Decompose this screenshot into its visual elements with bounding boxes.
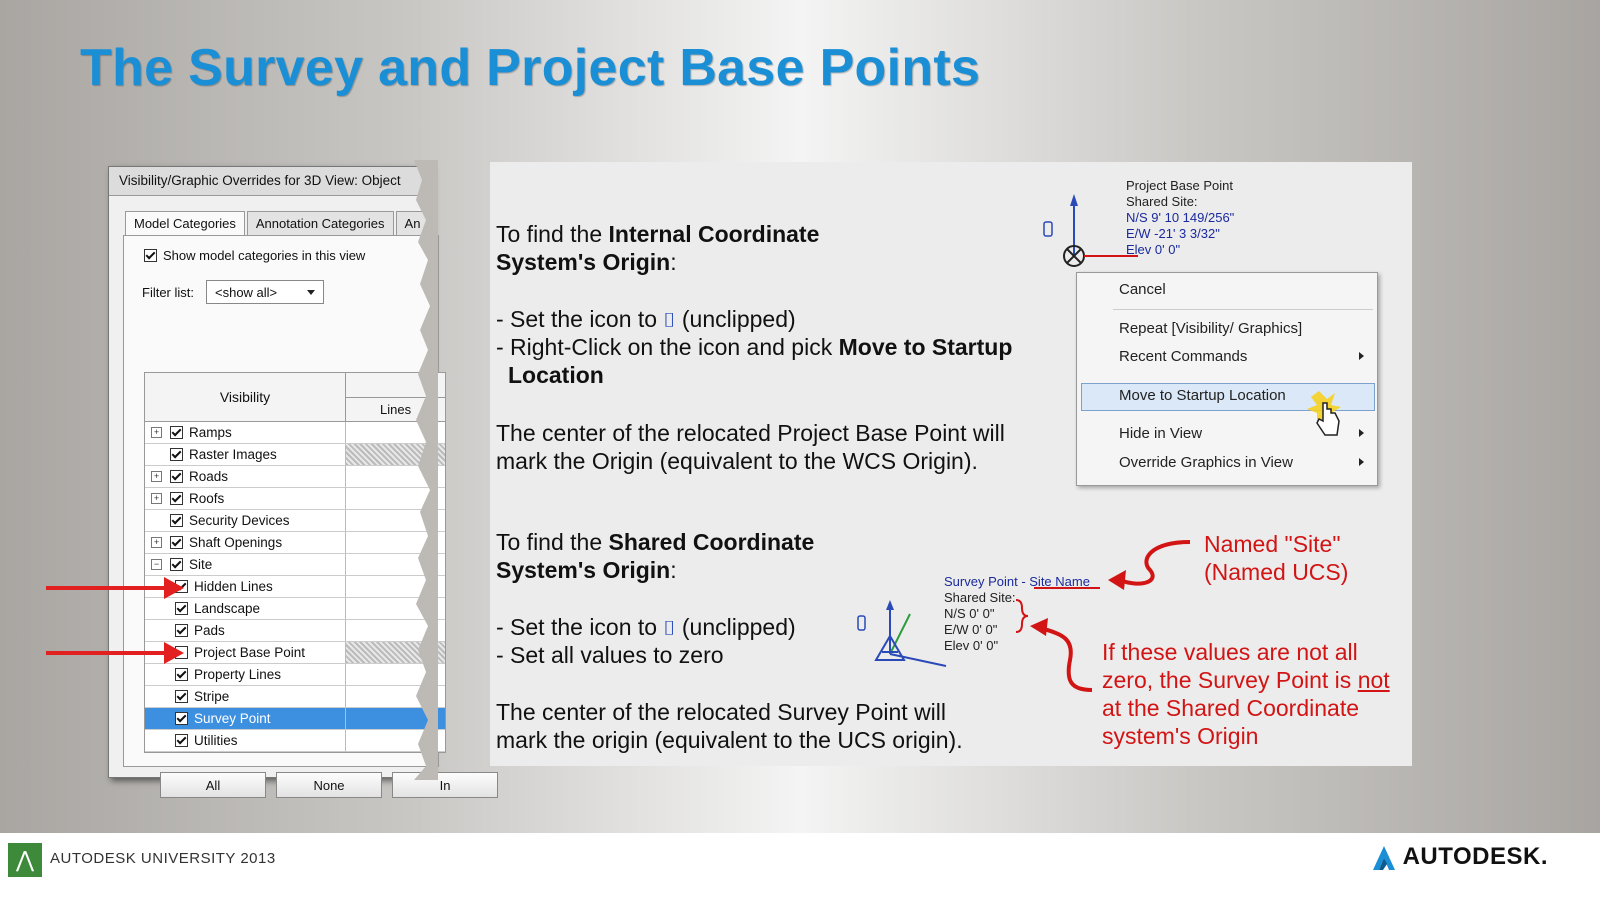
callout-named-site: Named "Site" [1204,531,1341,557]
menu-item-cancel[interactable]: Cancel [1119,281,1166,298]
menu-item-hide-in-view[interactable]: Hide in View [1119,425,1202,442]
submenu-arrow-icon [1359,458,1364,466]
category-label: Security Devices [189,513,290,528]
invert-button[interactable]: In [392,772,498,798]
table-row[interactable] [145,642,445,664]
table-row[interactable] [145,466,445,488]
clip-icon: ⌷ [663,310,676,332]
category-checkbox[interactable] [175,602,188,615]
internal-note1: The center of the relocated Project Base Point will [496,420,1005,446]
category-checkbox[interactable] [175,668,188,681]
table-row[interactable] [145,554,445,576]
shared-heading-line1: To find the Shared Coordinate [496,529,815,555]
internal-step1: - Set the icon to ⌷ (unclipped) [496,306,796,332]
red-arrow-survey-point [46,651,166,655]
internal-step2: - Right-Click on the icon and pick Move to Startup [496,334,1013,360]
category-checkbox[interactable] [175,690,188,703]
table-row[interactable] [145,488,445,510]
shared-heading-line2: System's Origin: [496,557,677,583]
tab-analytical[interactable]: An [396,211,430,235]
context-menu-screenshot [1038,172,1398,492]
dialog-title: Visibility/Graphic Overrides for 3D View: Object [109,167,429,196]
visibility-cell [145,664,346,685]
shared-step1: - Set the icon to ⌷ (unclipped) [496,614,796,640]
category-checkbox[interactable] [170,448,183,461]
all-button[interactable]: All [160,772,266,798]
context-menu [1076,272,1378,486]
category-label: Raster Images [189,447,277,462]
au-footer-text: AUTODESK UNIVERSITY 2013 [50,850,276,867]
menu-item-recent-commands[interactable]: Recent Commands [1119,348,1247,365]
tab-annotation-categories[interactable]: Annotation Categories [247,211,394,235]
table-row[interactable] [145,664,445,686]
menu-separator [1113,309,1373,310]
visibility-cell [145,422,346,443]
visibility-cell [145,730,346,751]
expand-icon[interactable]: + [151,493,162,504]
expand-icon[interactable]: + [151,537,162,548]
none-button[interactable]: None [276,772,382,798]
expand-icon[interactable]: + [151,427,162,438]
filter-select[interactable] [206,280,324,304]
visibility-cell [145,510,346,531]
table-row[interactable] [145,532,445,554]
submenu-arrow-icon [1359,352,1364,360]
visibility-cell [145,708,346,729]
category-label: Landscape [194,601,261,616]
category-checkbox[interactable] [170,536,183,549]
autodesk-a-icon [1371,844,1397,870]
internal-heading-line1: To find the Internal Coordinate [496,221,820,247]
category-checkbox[interactable] [170,470,183,483]
category-label: Roads [189,469,229,484]
grid-header [145,373,445,422]
pbp-properties: Project Base Point Shared Site: N/S 9' 10 149/256" E/W -21' 3 3/32" Elev 0' 0" [1126,178,1235,257]
submenu-arrow-icon [1359,429,1364,437]
category-checkbox[interactable] [170,514,183,527]
categories-grid [144,372,446,753]
visibility-cell [145,598,346,619]
category-label: Project Base Point [194,645,306,660]
filter-row [142,280,324,304]
table-row[interactable] [145,708,445,730]
visibility-cell [145,488,346,509]
column-visibility[interactable]: Visibility [145,373,346,421]
expand-icon[interactable]: + [151,471,162,482]
category-label: Pads [194,623,225,638]
show-categories-checkbox[interactable] [144,249,157,262]
au-logo-icon: ⋀ [8,843,42,877]
menu-item-repeat[interactable]: Repeat [Visibility/ Graphics] [1119,320,1303,337]
callout-warning-line4: system's Origin [1102,723,1259,749]
table-row[interactable] [145,510,445,532]
category-checkbox[interactable] [175,734,188,747]
survey-properties: Survey Point - Site Name Shared Site: N/S 0' 0" E/W 0' 0" Elev 0' 0" [944,574,1090,653]
category-checkbox[interactable] [175,624,188,637]
table-row[interactable] [145,730,445,752]
hand-cursor-icon [1305,389,1345,439]
category-checkbox[interactable] [170,426,183,439]
category-checkbox[interactable] [175,712,188,725]
internal-step2-cont: Location [508,362,604,388]
callout-warning-line2: zero, the Survey Point is not [1102,667,1390,693]
callout-warning-line1: If these values are not all [1102,639,1358,665]
visibility-cell [145,444,346,465]
filter-value: <show all> [215,284,278,300]
column-lines[interactable]: Lines [380,402,412,417]
internal-heading-line2: System's Origin: [496,249,677,275]
tab-panel [123,235,451,793]
show-categories-row[interactable] [144,248,365,263]
visibility-cell [145,532,346,553]
visibility-cell [145,466,346,487]
internal-note2: mark the Origin (equivalent to the WCS Origin). [496,448,978,474]
dialog-buttons [160,772,508,798]
slide-title: The Survey and Project Base Points [80,39,981,97]
shared-note1: The center of the relocated Survey Point will [496,699,947,725]
visibility-cell [145,620,346,641]
chevron-down-icon [307,290,315,295]
shared-note2: mark the origin (equivalent to the UCS origin). [496,727,963,753]
instruction-panel [490,162,1412,766]
table-row[interactable] [145,620,445,642]
table-row[interactable] [145,576,445,598]
category-checkbox[interactable] [170,492,183,505]
show-categories-label: Show model categories in this view [163,248,366,263]
category-label: Site [189,557,213,572]
menu-item-override-graphics[interactable]: Override Graphics in View [1119,454,1293,471]
callout-named-ucs: (Named UCS) [1204,559,1349,585]
table-row[interactable] [145,444,445,466]
category-label: Roofs [189,491,225,506]
slide-footer [0,833,1600,900]
tab-model-categories[interactable]: Model Categories [125,211,245,235]
autodesk-wordmark: AUTODESK. [1402,843,1548,870]
grid-rows [145,422,445,752]
category-label: Shaft Openings [189,535,283,550]
category-label: Hidden Lines [194,579,273,594]
filter-label: Filter list: [142,284,194,300]
expand-icon[interactable]: − [151,559,162,570]
visibility-graphics-dialog [108,166,451,793]
category-label: Stripe [194,689,230,704]
category-label: Ramps [189,425,232,440]
table-row[interactable] [145,598,445,620]
table-row[interactable] [145,686,445,708]
survey-point-icon [854,596,954,676]
red-arrow-project-base-point [46,586,166,590]
torn-edge [414,160,438,780]
clip-icon: ⌷ [663,618,676,640]
category-label: Utilities [194,733,238,748]
category-label: Survey Point [194,711,271,726]
category-label: Property Lines [194,667,282,682]
autodesk-logo [1371,843,1548,871]
category-checkbox[interactable] [170,558,183,571]
table-row[interactable] [145,422,445,444]
visibility-cell [145,686,346,707]
dialog-tabs [125,211,431,235]
shared-step2: - Set all values to zero [496,642,724,668]
callout-warning-line3: at the Shared Coordinate [1102,695,1360,721]
visibility-cell [145,554,346,575]
menu-item-move-to-startup[interactable]: Move to Startup Location [1119,387,1286,404]
